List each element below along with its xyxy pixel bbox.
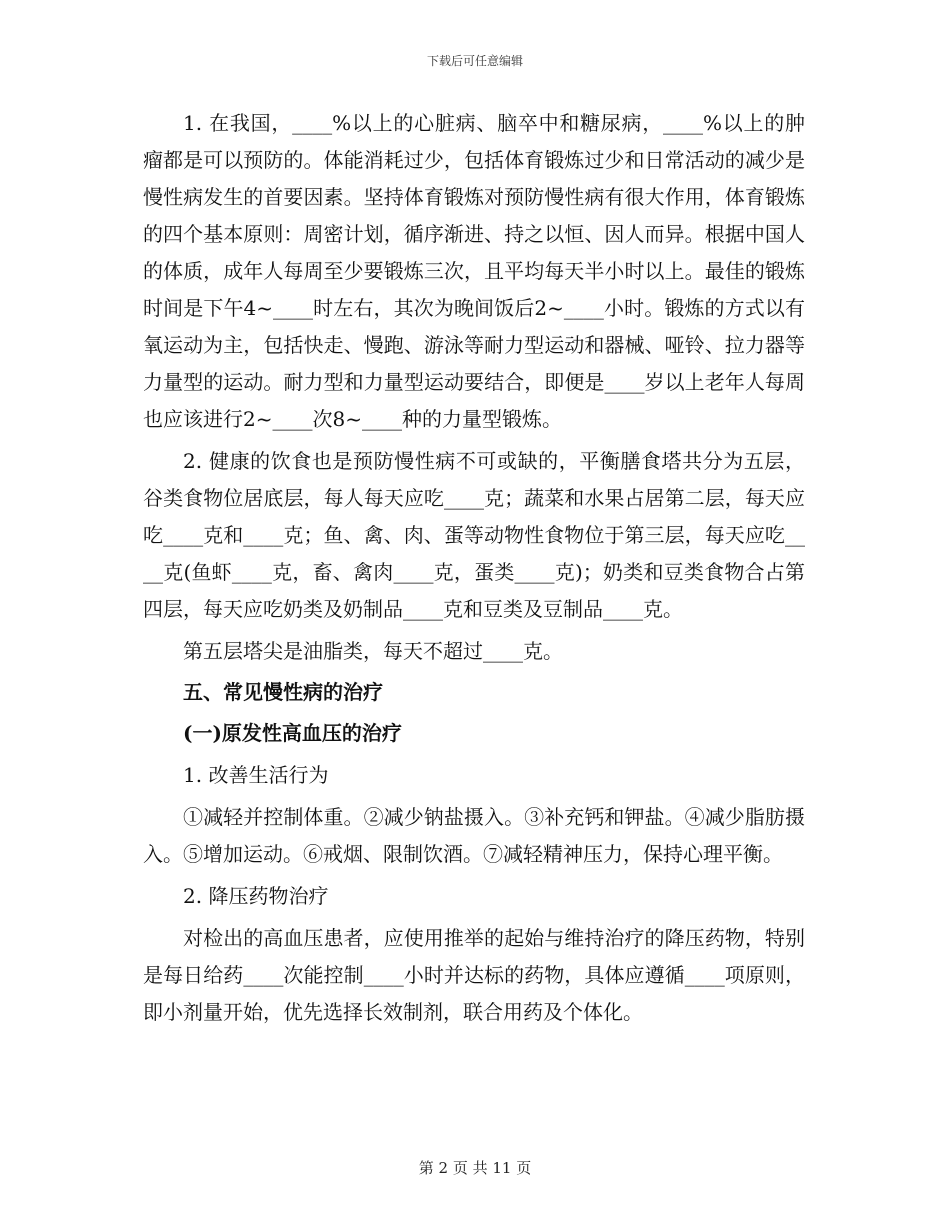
item-2-title: 2. 降压药物治疗 [183, 884, 329, 908]
item-1-body: ①减轻并控制体重。②减少钠盐摄入。③补充钙和钾盐。④减少脂肪摄入。⑤增加运动。⑥戒烟、限制饮酒。⑦减轻精神压力，保持心理平衡。 [143, 805, 805, 866]
page-header: 下载后可任意编辑 [426, 54, 523, 68]
item-1-title: 1. 改善生活行为 [183, 763, 329, 787]
section-heading: 五、常见慢性病的治疗 [183, 680, 383, 704]
paragraph-exercise: 1. 在我国，____%以上的心脏病、脑卒中和糖尿病，____%以上的肿瘤都是可以预防的。体能消耗过少，包括体育锻炼过少和日常活动的减少是慢性病发生的首要因素。坚持体育锻炼对预防慢性病有很大作用，体育锻炼的四个基本原则：周密计划，循序渐进、持之以恒、因人而异。根据中国人的体质，成年人每周至少要锻炼三次，且平均每天半小时以上。最佳的锻炼时间是下午4~____时左右，其次为晚间饭后2~____小时。锻炼的方式以有氧运动为主，包括快走、慢跑、游泳等耐力型运动和器械、哑铃、拉力器等力量型的运动。耐力型和力量型运动要结合，即便是____岁以上老年人每周也应该进行2~____次8~____种的力量型锻炼。 [143, 111, 805, 431]
paragraph-diet: 2. 健康的饮食也是预防慢性病不可或缺的，平衡膳食塔共分为五层，谷类食物位居底层，每人每天应吃____克；蔬菜和水果占居第二层，每天应吃____克和____克；鱼、禽、肉、蛋等动物性食物位于第三层，每天应吃____克(鱼虾____克，畜、禽肉____克，蛋类____克)；奶类和豆类食物合占第四层，每天应吃奶类及奶制品____克和豆类及豆制品____克。 [143, 449, 805, 621]
document-body [143, 105, 805, 1031]
item-2-body: 对检出的高血压患者，应使用推举的起始与维持治疗的降压药物，特别是每日给药____次能控制____小时并达标的药物，具体应遵循____项原则，即小剂量开始，优先选择长效制剂，联合用药及个体化。 [143, 926, 805, 1024]
paragraph-fat-layer: 第五层塔尖是油脂类，每天不超过____克。 [183, 639, 563, 663]
page-footer: 第 2 页 共 11 页 [418, 1159, 532, 1177]
subsection-heading: (一)原发性高血压的治疗 [183, 721, 402, 745]
